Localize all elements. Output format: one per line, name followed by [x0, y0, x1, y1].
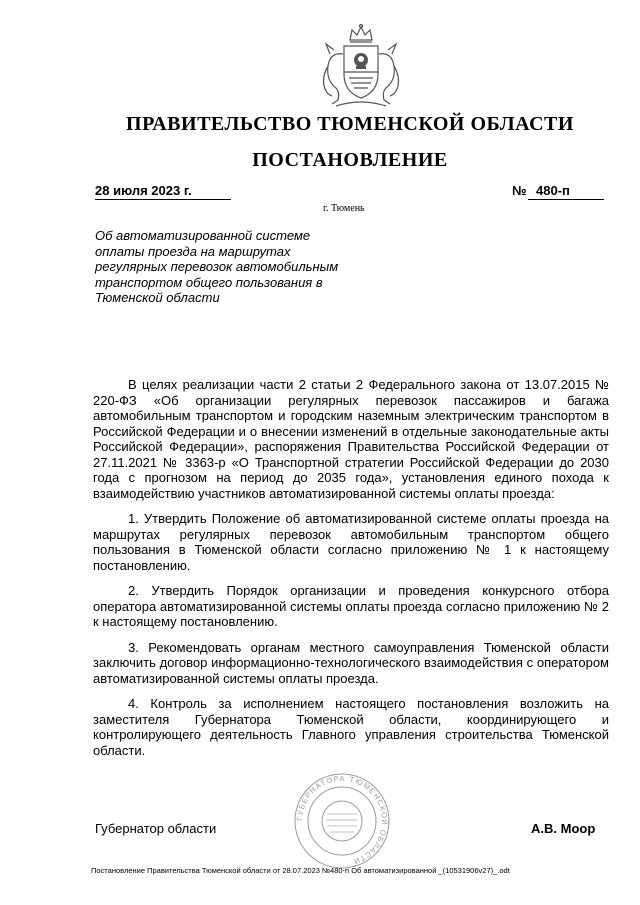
document-footer: Постановление Правительства Тюменской области от 28.07.2023 №480-п Об автоматизированной _(10531906v27)_.odt: [91, 866, 510, 875]
document-body: [93, 377, 609, 768]
government-title: ПРАВИТЕЛЬСТВО ТЮМЕНСКОЙ ОБЛАСТИ: [126, 113, 574, 135]
official-seal: [293, 772, 391, 870]
document-type-heading: ПОСТАНОВЛЕНИЕ: [252, 149, 448, 171]
document-number-value: 480-п: [536, 183, 570, 198]
seal-text: ГУБЕРНАТОРА ТЮМЕНСКОЙ ОБЛАСТИ: [294, 773, 390, 867]
coat-of-arms-emblem: [316, 22, 406, 110]
body-item: 1. Утвердить Положение об автоматизированной системе оплаты проезда на маршрутах регулярных перевозок автомобильным транспортом общего пользования в Тюменской области согласно приложению № 1 к настоящему постановлению.: [93, 511, 609, 573]
document-number-label: №: [512, 183, 527, 198]
body-preamble: В целях реализации части 2 статьи 2 Федерального закона от 13.07.2015 № 220-ФЗ «Об организации регулярных перевозок пассажиров и багажа автомобильным транспортом и городским наземным электрическим транспортом в Российской Федерации и о внесении изменений в отдельные законодательные акты Российской Федерации», распоряжения Правительства Российской Федерации от 27.11.2021 № 3363-р «О Транспортной стратегии Российской Федерации до 2030 года с прогнозом на период до 2035 года», установления единого похода к взаимодействию участников автоматизированной системы оплаты проезда:: [93, 377, 609, 501]
document-subject: Об автоматизированной системе оплаты проезда на маршрутах регулярных перевозок автомобильным транспортом общего пользования в Тюменской области: [95, 228, 339, 305]
document-city: г. Тюмень: [323, 203, 365, 214]
signatory-name: А.В. Моор: [531, 821, 596, 836]
body-item: 3. Рекомендовать органам местного самоуправления Тюменской области заключить договор информационно-технологического взаимодействия с оператором автоматизированной системы оплаты проезда.: [93, 639, 609, 686]
signatory-title: Губернатор области: [95, 821, 217, 836]
body-item: 2. Утвердить Порядок организации и проведения конкурсного отбора оператора автоматизированной системы оплаты проезда согласно приложению № 2 к настоящему постановлению.: [93, 583, 609, 629]
body-item: 4. Контроль за исполнением настоящего постановления возложить на заместителя Губернатора Тюменской области, координирующего и контролирующего деятельность Главного управления строительства Тюменской области.: [93, 696, 609, 758]
document-date: 28 июля 2023 г.: [95, 183, 231, 200]
document-number: [528, 183, 604, 200]
